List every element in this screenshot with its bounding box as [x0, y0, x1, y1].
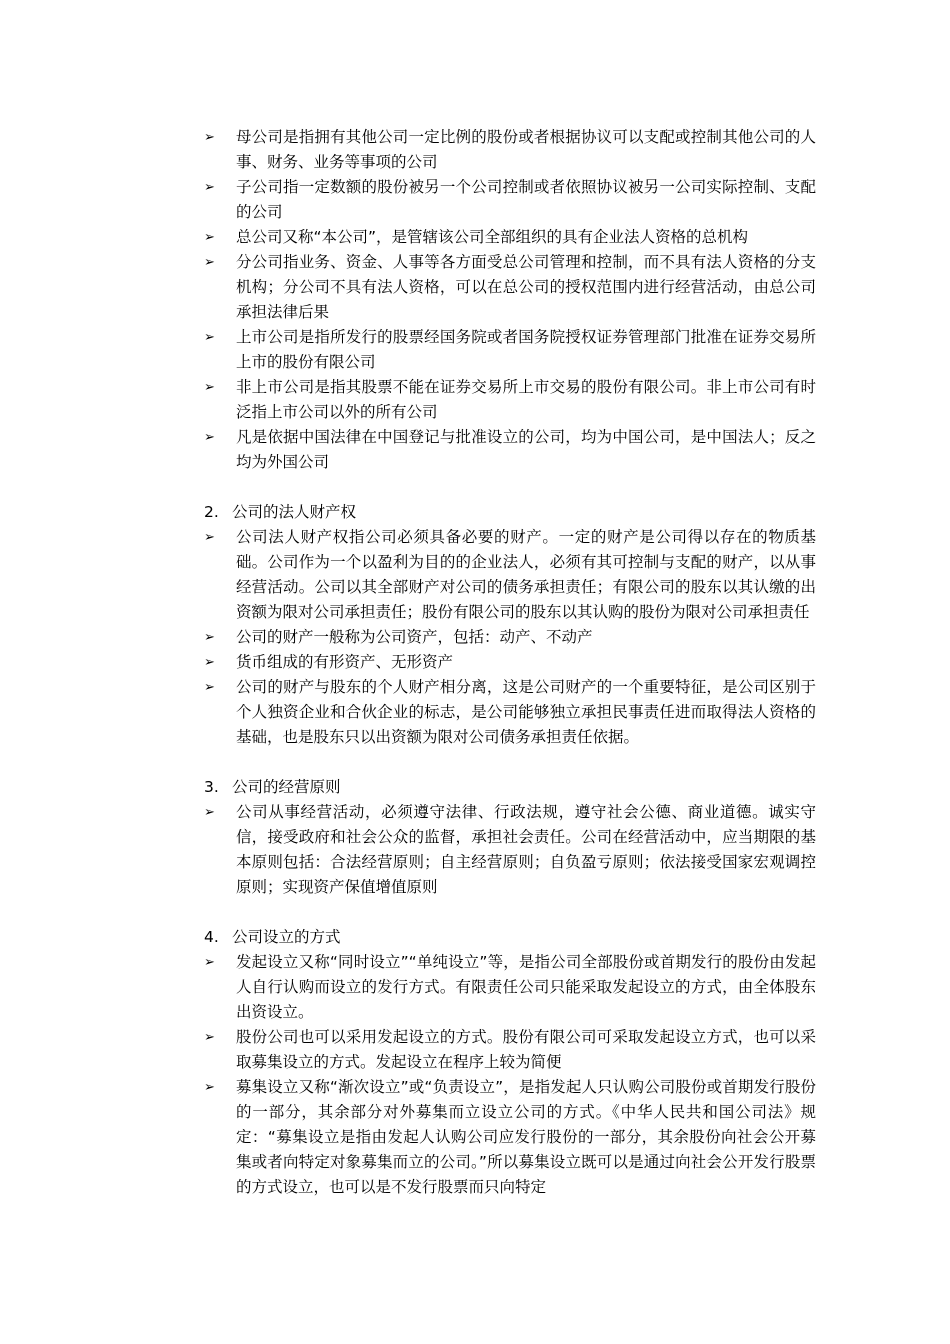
list-item: ➢ 公司的财产一般称为公司资产，包括：动产、不动产	[204, 625, 816, 650]
list-item: ➢ 凡是依据中国法律在中国登记与批准设立的公司，均为中国公司，是中国法人；反之均为外国公司	[204, 425, 816, 475]
arrow-bullet-icon: ➢	[204, 955, 215, 970]
arrow-bullet-icon: ➢	[204, 1080, 215, 1095]
section-1-list	[204, 125, 816, 475]
list-item: ➢ 发起设立又称“同时设立”“单纯设立”等，是指公司全部股份或首期发行的股份由发起人自行认购而设立的发行方式。有限责任公司只能采取发起设立的方式，由全体股东出资设立。	[204, 950, 816, 1025]
section-heading: 2. 公司的法人财产权	[204, 503, 357, 521]
arrow-bullet-icon: ➢	[204, 630, 215, 645]
arrow-bullet-icon: ➢	[204, 380, 215, 395]
arrow-bullet-icon: ➢	[204, 1030, 215, 1045]
arrow-bullet-icon: ➢	[204, 130, 215, 145]
section-2-list	[204, 525, 816, 750]
arrow-bullet-icon: ➢	[204, 655, 215, 670]
arrow-bullet-icon: ➢	[204, 805, 215, 820]
arrow-bullet-icon: ➢	[204, 430, 215, 445]
list-item: ➢ 货币组成的有形资产、无形资产	[204, 650, 816, 675]
list-item: ➢ 总公司又称“本公司”，是管辖该公司全部组织的具有企业法人资格的总机构	[204, 225, 816, 250]
list-item: ➢ 上市公司是指所发行的股票经国务院或者国务院授权证券管理部门批准在证券交易所上市的股份有限公司	[204, 325, 816, 375]
arrow-bullet-icon: ➢	[204, 230, 215, 245]
list-item: ➢ 募集设立又称“渐次设立”或“负责设立”，是指发起人只认购公司股份或首期发行股份的一部分，其余部分对外募集而立设立公司的方式。《中华人民共和国公司法》规定：“募集设立是指由发起人认购公司应发行股份的一部分，其余股份向社会公开募集或者向特定对象募集而立的公司。”所以募集设立既可以是通过向社会公开发行股票的方式设立，也可以是不发行股票而只向特定	[204, 1075, 816, 1200]
list-item: ➢ 母公司是指拥有其他公司一定比例的股份或者根据协议可以支配或控制其他公司的人事、财务、业务等事项的公司	[204, 125, 816, 175]
arrow-bullet-icon: ➢	[204, 680, 215, 695]
list-item: ➢ 公司法人财产权指公司必须具备必要的财产。一定的财产是公司得以存在的物质基础。公司作为一个以盈利为目的的企业法人，必须有其可控制与支配的财产，以从事经营活动。公司以其全部财产对公司的债务承担责任；有限公司的股东以其认缴的出资额为限对公司承担责任；股份有限公司的股东以其认购的股份为限对公司承担责任	[204, 525, 816, 625]
list-item: ➢ 非上市公司是指其股票不能在证券交易所上市交易的股份有限公司。非上市公司有时泛指上市公司以外的所有公司	[204, 375, 816, 425]
arrow-bullet-icon: ➢	[204, 530, 215, 545]
section-4-list	[204, 950, 816, 1200]
section-heading: 4. 公司设立的方式	[204, 928, 341, 946]
list-item: ➢ 公司从事经营活动，必须遵守法律、行政法规，遵守社会公德、商业道德。诚实守信，接受政府和社会公众的监督，承担社会责任。公司在经营活动中，应当期限的基本原则包括：合法经营原则；自主经营原则；自负盈亏原则；依法接受国家宏观调控原则；实现资产保值增值原则	[204, 800, 816, 900]
list-item: ➢ 分公司指业务、资金、人事等各方面受总公司管理和控制，而不具有法人资格的分支机构；分公司不具有法人资格，可以在总公司的授权范围内进行经营活动，由总公司承担法律后果	[204, 250, 816, 325]
document-body	[204, 125, 816, 1200]
list-item: ➢ 公司的财产与股东的个人财产相分离，这是公司财产的一个重要特征，是公司区别于个人独资企业和合伙企业的标志，是公司能够独立承担民事责任进而取得法人资格的基础，也是股东只以出资额为限对公司债务承担责任依据。	[204, 675, 816, 750]
list-item: ➢ 股份公司也可以采用发起设立的方式。股份有限公司可采取发起设立方式，也可以采取募集设立的方式。发起设立在程序上较为简便	[204, 1025, 816, 1075]
list-item: ➢ 子公司指一定数额的股份被另一个公司控制或者依照协议被另一公司实际控制、支配的公司	[204, 175, 816, 225]
arrow-bullet-icon: ➢	[204, 255, 215, 270]
arrow-bullet-icon: ➢	[204, 330, 215, 345]
arrow-bullet-icon: ➢	[204, 180, 215, 195]
section-heading: 3. 公司的经营原则	[204, 778, 341, 796]
section-3-list	[204, 800, 816, 900]
